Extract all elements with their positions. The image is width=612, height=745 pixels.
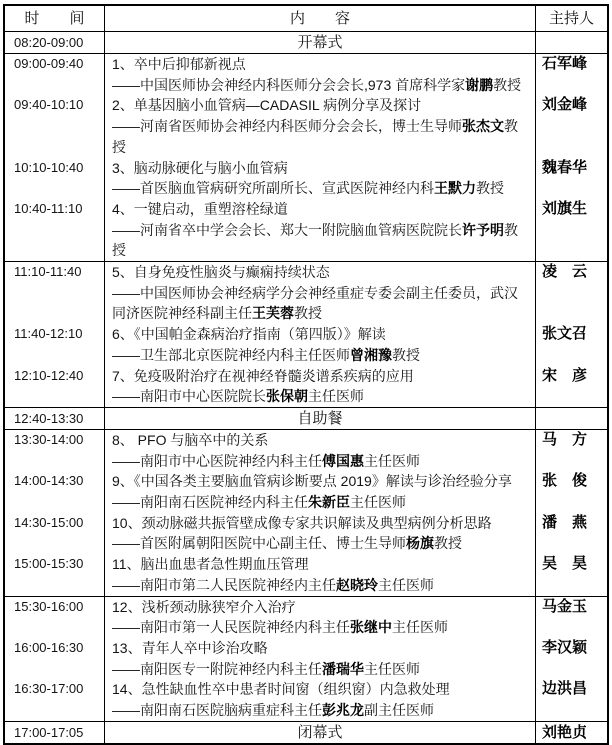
speaker-name: 谢鹏 [465,76,494,93]
time-cell: 11:10-11:40 [5,262,105,324]
time-cell: 12:10-12:40 [5,366,105,407]
content-cell [105,430,536,471]
host-cell [536,32,607,53]
item-row [5,513,607,554]
item-title: 10、颈动脉磁共振管壁成像专家共识解读及典型病例分析思路 [112,514,492,531]
speaker-name: 张杰文 [462,118,504,135]
item-affiliation: ——南阳医专一附院神经内科主任潘瑞华主任医师 [112,660,420,677]
item-title: 13、青年人卒中诊治攻略 [112,639,268,656]
item-title: 3、脑动脉硬化与脑小血管病 [112,159,288,176]
time-cell: 08:20-09:00 [5,32,105,53]
speaker-name: 朱新臣 [308,494,350,511]
speaker-name: 许予明 [462,221,504,238]
host-cell: 凌 云 [542,263,588,281]
time-cell: 13:30-14:00 [5,430,105,471]
host-cell: 刘金峰 [542,96,588,114]
item-title: 2、单基因脑小血管病—CADASIL 病例分享及探讨 [112,97,422,114]
item-row [5,554,607,595]
host-cell: 李汉颖 [542,638,588,656]
speaker-name: 彭兆龙 [322,702,364,719]
host-cell: 张 俊 [542,472,588,490]
speaker-name: 傅国惠 [322,452,364,469]
time-cell: 12:40-13:30 [5,408,105,429]
time-cell: 16:30-17:00 [5,679,105,720]
host-cell: 刘艳贞 [542,723,588,741]
banner-row [5,721,607,743]
item-title: 7、免疫吸附治疗在视神经脊髓炎谱系疾病的应用 [112,367,414,384]
item-title: 9、《中国各类主要脑血管病诊断要点 2019》解读与诊治经验分享 [112,473,512,490]
item-affiliation: ——南阳南石医院神经内科主任朱新臣主任医师 [112,494,406,511]
time-cell: 09:40-10:10 [5,95,105,157]
host-cell: 刘旗生 [542,199,588,217]
content-cell [105,513,536,554]
content-cell [105,199,536,261]
host-cell: 吴 昊 [542,555,588,573]
speaker-name: 潘瑞华 [322,660,364,677]
content-cell [105,95,536,157]
speaker-name: 张保朝 [266,388,308,405]
item-row [5,199,607,261]
item-row [5,54,607,95]
item-row [5,430,607,471]
item-row [5,366,607,407]
item-title: 4、一键启动，重塑溶栓绿道 [112,200,288,217]
banner-label: 开幕式 [105,32,536,53]
item-row [5,95,607,157]
banner-row [5,31,607,53]
item-affiliation: ——南阳市第二人民医院神经内主任赵晓玲主任医师 [112,576,434,593]
content-cell [105,471,536,512]
host-cell: 边洪昌 [542,680,588,698]
host-cell: 石军峰 [542,55,588,72]
agenda-table [3,4,609,745]
speaker-name: 王默力 [434,180,476,197]
host-cell: 马 方 [542,430,588,448]
schedule-block [5,261,607,407]
time-cell: 15:30-16:00 [5,597,105,638]
item-affiliation: ——卫生部北京医院神经内科主任医师曾湘豫教授 [112,346,420,363]
item-title: 11、脑出血患者急性期血压管理 [112,556,309,573]
header-content: 内 容 [105,6,536,31]
item-title: 1、卒中后抑郁新视点 [112,56,246,72]
content-cell [105,324,536,365]
item-affiliation: ——中国医师协会神经内科医师分会会长,973 首席科学家谢鹏教授 [112,76,522,93]
item-row [5,597,607,638]
item-title: 5、自身免疫性脑炎与癫痫持续状态 [112,264,330,281]
time-cell: 09:00-09:40 [5,54,105,95]
time-cell: 11:40-12:10 [5,324,105,365]
time-cell: 15:00-15:30 [5,554,105,595]
time-cell: 14:30-15:00 [5,513,105,554]
content-cell [105,158,536,199]
banner-label: 自助餐 [105,408,536,429]
item-title: 12、浅析颈动脉狭窄介入治疗 [112,598,296,615]
content-cell [105,262,536,324]
schedule-block [5,53,607,261]
content-cell [105,679,536,720]
item-row [5,324,607,365]
content-cell [105,638,536,679]
item-affiliation: ——中国医师协会神经病学分会神经重症专委会副主任委员，武汉同济医院神经科副主任王芙蓉教授 [112,284,518,322]
header-time: 时 间 [5,6,105,31]
item-affiliation: ——南阳市中心医院院长张保朝主任医师 [112,388,364,405]
speaker-name: 张继中 [350,619,392,636]
time-cell: 10:40-11:10 [5,199,105,261]
banner-label: 闭幕式 [105,722,536,743]
time-cell: 16:00-16:30 [5,638,105,679]
content-cell [105,54,536,95]
time-cell: 10:10-10:40 [5,158,105,199]
host-cell [536,408,607,429]
item-row [5,262,607,324]
schedule-block [5,429,607,596]
item-affiliation: ——首医附属朝阳医院中心副主任、博士生导师杨旗教授 [112,535,462,552]
time-cell: 17:00-17:05 [5,722,105,743]
item-row [5,679,607,720]
speaker-name: 曾湘豫 [350,346,392,363]
time-cell: 14:00-14:30 [5,471,105,512]
item-row [5,471,607,512]
schedule-block [5,596,607,721]
item-affiliation: ——南阳南石医院脑病重症科主任彭兆龙副主任医师 [112,702,434,719]
host-cell: 张文召 [542,325,588,343]
item-row [5,638,607,679]
speaker-name: 王芙蓉 [252,305,294,322]
header-host: 主持人 [548,10,594,27]
banner-row [5,407,607,429]
item-affiliation: ——南阳市中心医院神经内科主任傅国惠主任医师 [112,452,420,469]
content-cell [105,554,536,595]
content-cell [105,597,536,638]
host-cell: 魏春华 [542,158,588,176]
host-cell: 宋 彦 [542,366,588,384]
item-affiliation: ——河南省医师协会神经内科医师分会会长，博士生导师张杰文教授 [112,118,518,155]
item-affiliation: ——河南省卒中学会会长、郑大一附院脑血管病医院院长许予明教授 [112,221,518,259]
item-affiliation: ——南阳市第一人民医院神经内科主任张继中主任医师 [112,619,448,636]
speaker-name: 赵晓玲 [336,576,378,593]
item-title: 14、急性缺血性卒中患者时间窗（组织窗）内急救处理 [112,681,450,698]
agenda-blocks [5,31,607,743]
host-cell: 马金玉 [542,597,588,615]
item-row [5,158,607,199]
item-title: 8、 PFO 与脑卒中的关系 [112,431,269,448]
header-row [5,6,607,31]
item-affiliation: ——首医脑血管病研究所副所长、宣武医院神经内科王默力教授 [112,180,504,197]
speaker-name: 杨旗 [406,535,434,552]
content-cell [105,366,536,407]
host-cell: 潘 燕 [542,513,588,531]
item-title: 6、《中国帕金森病治疗指南（第四版）》解读 [112,326,386,343]
